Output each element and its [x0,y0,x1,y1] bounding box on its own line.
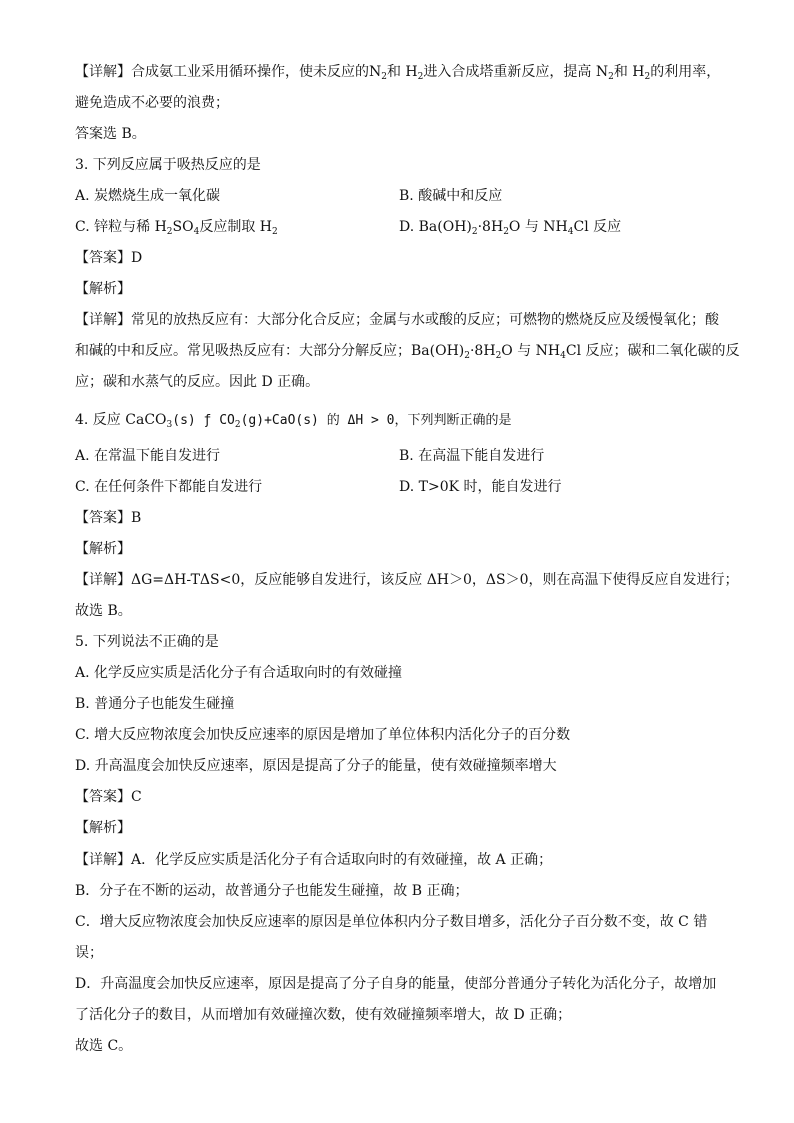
q4-option-d: D. T>0K 时，能自发进行 [399,479,562,495]
q3-analysis-label: 【解析】 [75,281,131,297]
q5-explanation-line: C．增大反应物浓度会加快反应速率的原因是单位体积内分子数目增多，活化分子百分数不变，故 C 错 [75,914,708,930]
q3-option-a: A. 炭燃烧生成一氧化碳 [75,188,221,204]
q5-option-c: C. 增大反应物浓度会加快反应速率的原因是增加了单位体积内活化分子的百分数 [75,727,571,743]
q5-option-b: B. 普通分子也能发生碰撞 [75,696,235,712]
q4-option-a: A. 在常温下能自发进行 [75,448,221,464]
q4-option-c: C. 在任何条件下都能自发进行 [75,479,263,495]
q3-option-c: C. 锌粒与稀 $H_2SO_4$反应制取 $H_2$ [75,219,278,237]
answer-choice-line: 答案选 B。 [75,126,146,142]
q3-explanation-line: 【详解】常见的放热反应有：大部分化合反应；金属与水或酸的反应；可燃物的燃烧反应及缓慢氧化；酸 [75,312,719,328]
question-5-stem: 5. 下列说法不正确的是 [75,634,219,650]
q5-explanation-line: 误； [75,945,103,961]
q4-explanation-line: 故选 B。 [75,603,132,619]
question-4-stem: 4. 反应 CaCO$_3$(s) ƒ $CO_2(g)+CaO(s)$ 的 ΔH > 0，下列判断正确的是 [75,412,512,430]
q5-option-d: D. 升高温度会加快反应速率，原因是提高了分子的能量，使有效碰撞频率增大 [75,758,557,774]
q3-answer: 【答案】D [75,250,143,266]
q4-explanation-line: 【详解】ΔG=ΔH-TΔS<0，反应能够自发进行，该反应 ΔH＞0，ΔS＞0，则在高温下使得反应自发进行； [75,572,739,588]
question-3-stem: 3. 下列反应属于吸热反应的是 [75,157,261,173]
q4-analysis-label: 【解析】 [75,541,131,557]
q5-analysis-label: 【解析】 [75,820,131,836]
q3-explanation-line: 应；碳和水蒸气的反应。因此 D 正确。 [75,374,320,390]
q3-option-b: B. 酸碱中和反应 [399,188,503,204]
q5-explanation-line: 故选 C。 [75,1038,133,1054]
q3-explanation-line: 和碱的中和反应。常见吸热反应有：大部分分解反应；$Ba(OH)_2\cdot 8H_2O$ 与 $NH_4Cl$ 反应；碳和二氧化碳的反 [75,343,740,361]
explanation-line: 【详解】合成氨工业采用循环操作，使未反应的$N_2$和 $H_2$进入合成塔重新反应，提高 $N_2$和 $H_2$的利用率， [75,64,721,82]
q3-option-d: D. $Ba(OH)_2\cdot 8H_2O$ 与 $NH_4Cl$ 反应 [399,219,622,237]
q5-explanation-line: 了活化分子的数目，从而增加有效碰撞次数，使有效碰撞频率增大，故 D 正确； [75,1007,572,1023]
q4-answer: 【答案】B [75,510,142,526]
q5-explanation-line: 【详解】A．化学反应实质是活化分子有合适取向时的有效碰撞，故 A 正确； [75,852,553,868]
q5-explanation-line: D．升高温度会加快反应速率，原因是提高了分子自身的能量，使部分普通分子转化为活化分子，故增加 [75,976,717,992]
q5-option-a: A. 化学反应实质是活化分子有合适取向时的有效碰撞 [75,665,403,681]
q5-answer: 【答案】C [75,789,142,805]
q4-option-b: B. 在高温下能自发进行 [399,448,545,464]
explanation-line: 避免造成不必要的浪费； [75,95,229,111]
q5-explanation-line: B．分子在不断的运动，故普通分子也能发生碰撞，故 B 正确； [75,883,469,899]
